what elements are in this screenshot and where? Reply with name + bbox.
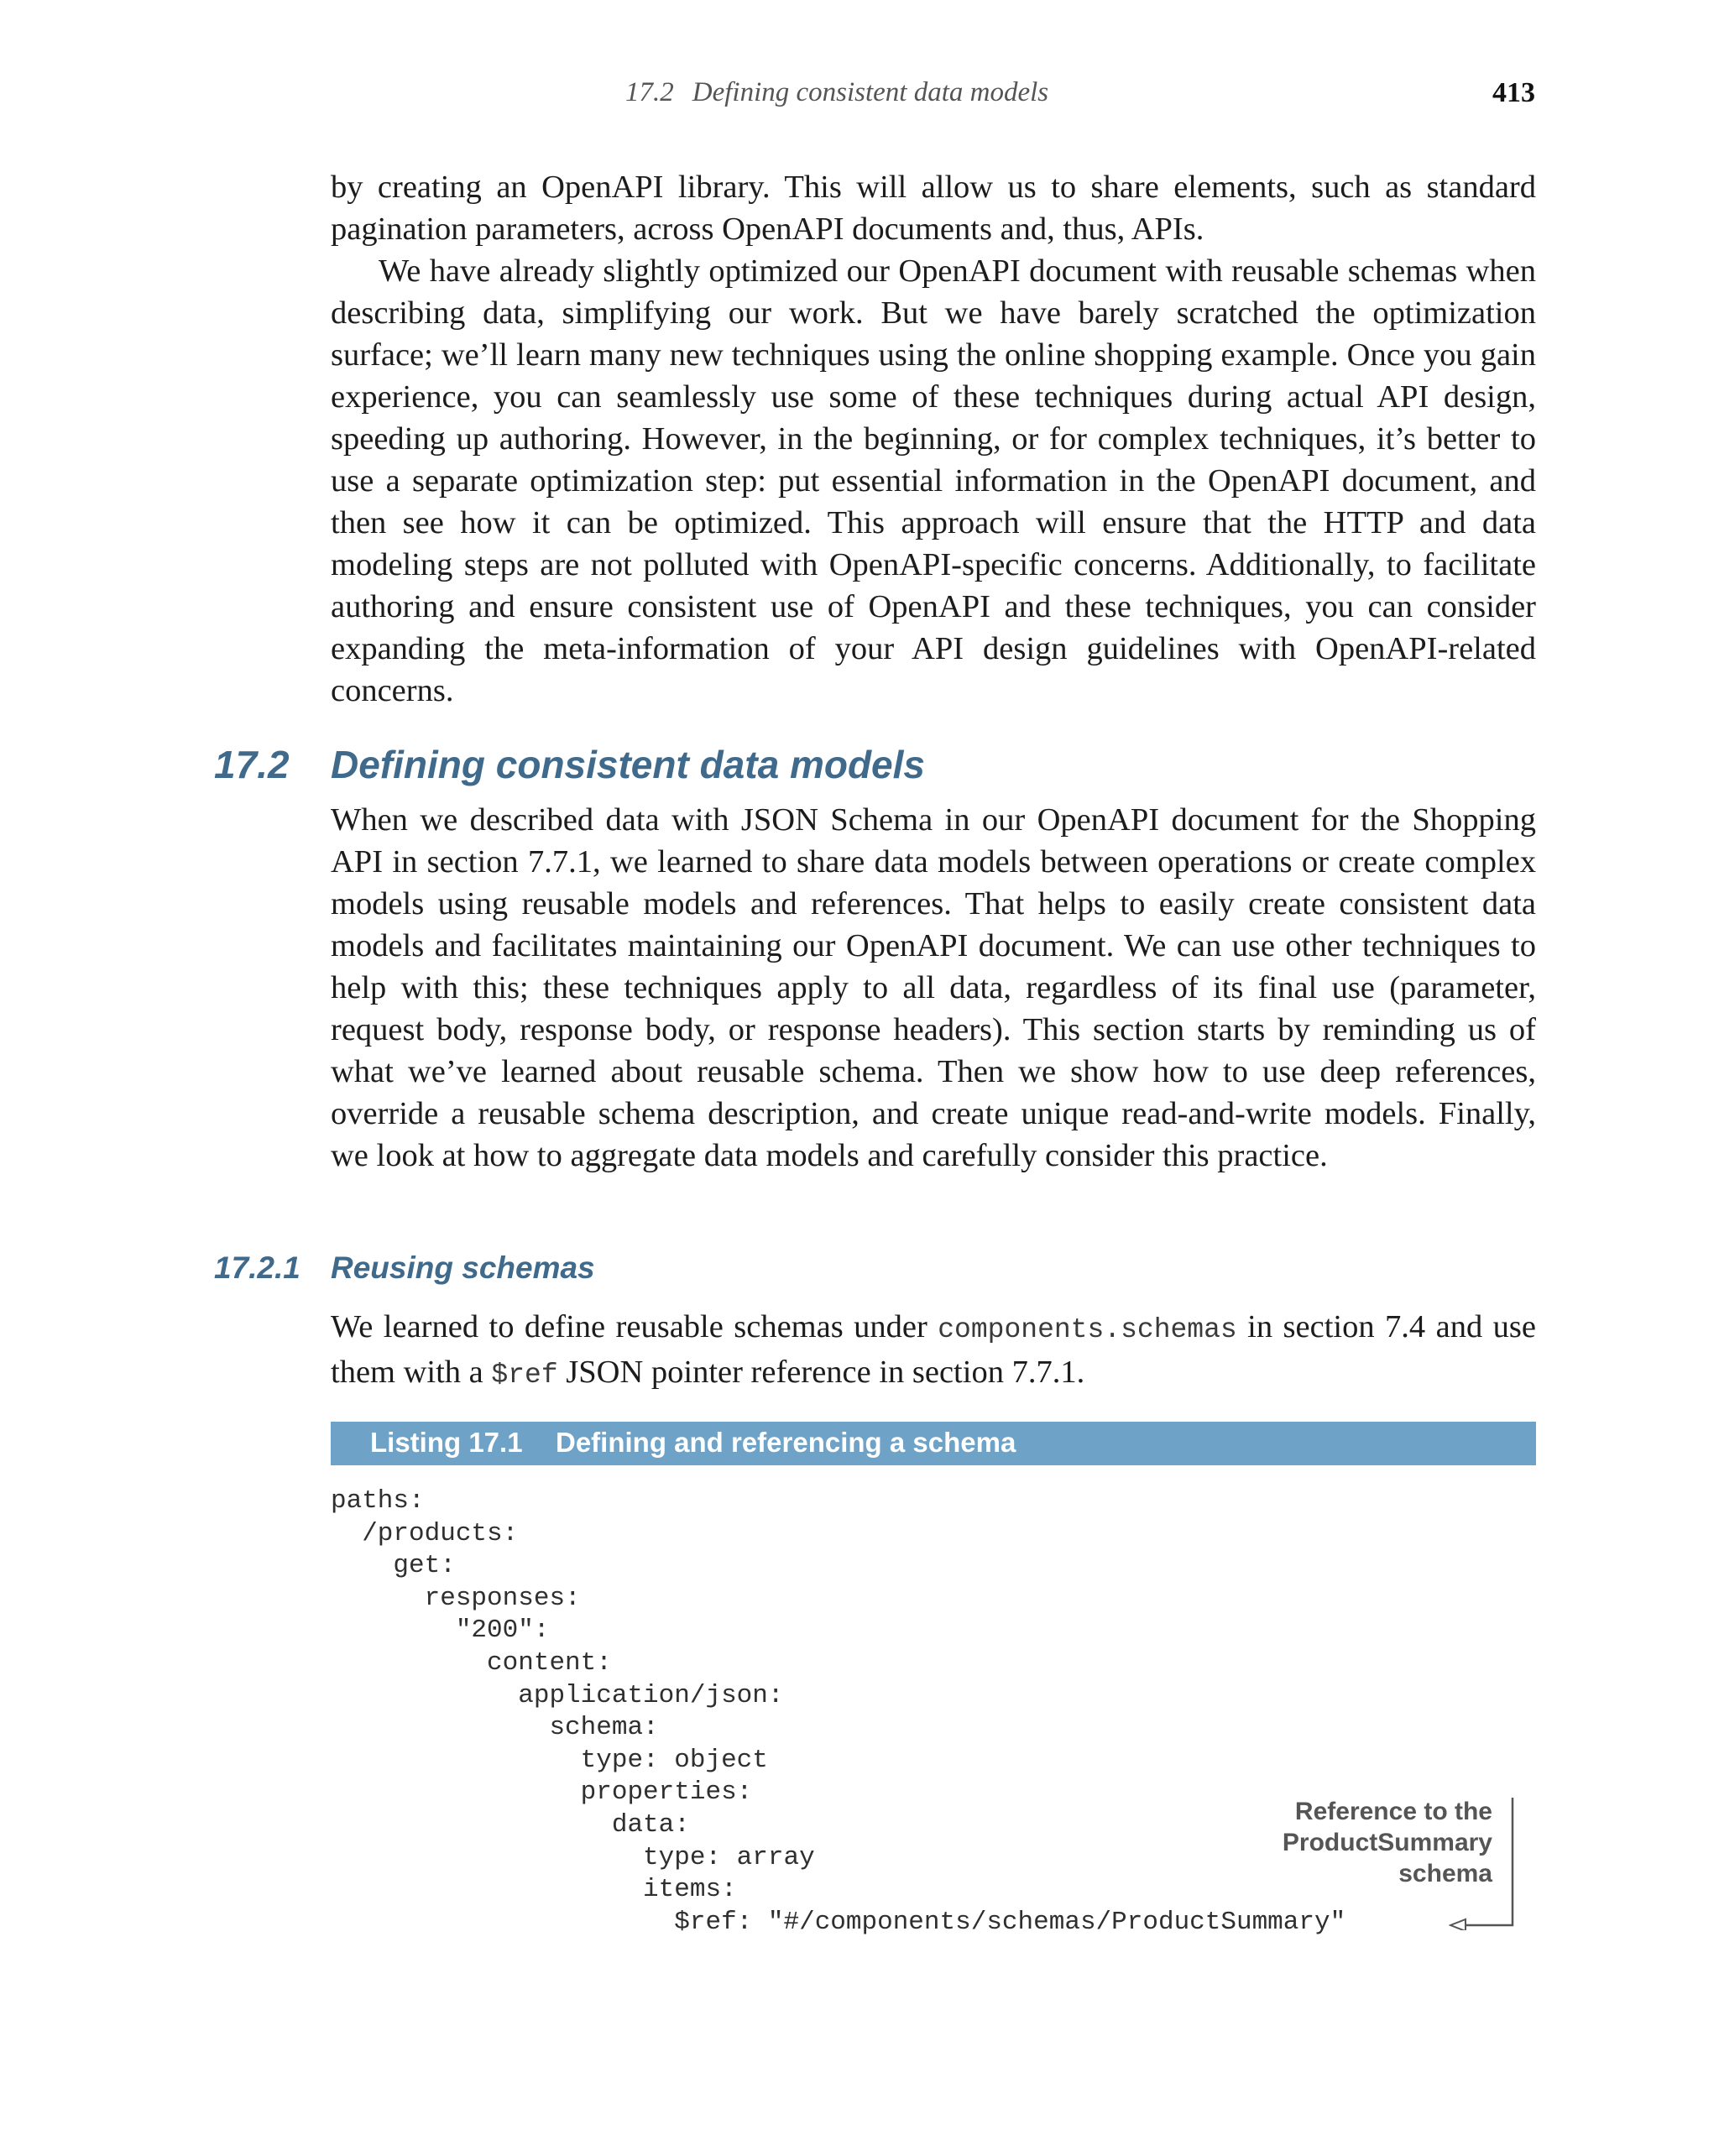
code-line: type: array	[331, 1842, 815, 1872]
code-listing	[331, 1485, 1345, 1939]
paragraph-reusing-schemas	[331, 1306, 1536, 1396]
running-head	[0, 77, 1719, 119]
code-line: /products:	[331, 1518, 519, 1548]
annotation-arrow-icon	[1449, 1796, 1516, 1930]
code-line: type: object	[331, 1745, 768, 1775]
code-line: paths:	[331, 1486, 425, 1516]
code-line: schema:	[331, 1713, 659, 1743]
running-head-section-number: 17.2	[625, 77, 674, 107]
p4-text-a: We learned to define reusable schemas under	[331, 1309, 938, 1344]
code-line: responses:	[331, 1583, 581, 1613]
section-title: Defining consistent data models	[331, 743, 925, 786]
p4-text-c: JSON pointer reference in section 7.7.1.	[557, 1355, 1085, 1390]
annotation-line: schema	[1398, 1860, 1492, 1887]
inline-code-components-schemas: components.schemas	[938, 1314, 1237, 1345]
annotation-line: ProductSummary	[1282, 1829, 1492, 1856]
page-number: 413	[1492, 77, 1535, 108]
code-line: properties:	[331, 1778, 753, 1808]
listing-number: Listing 17.1	[370, 1427, 523, 1458]
code-line: application/json:	[331, 1680, 784, 1710]
listing-title: Defining and referencing a schema	[556, 1427, 1016, 1458]
subsection-title: Reusing schemas	[331, 1250, 595, 1285]
paragraph-data-models: When we described data with JSON Schema in our OpenAPI document for the Shopping API in section 7.7.1, we learned to share data models between operations or create complex models using reusable models and references. That helps to easily create consistent data models and facilitates maintaining our OpenAPI document. We can use other techniques to help with this; these techniques apply to all data, regardless of its final use (parameter, request body, response body, or response headers). This section starts by reminding us of what we’ve learned about reusable schema. Then we show how to use deep references, override a reusable schema description, and create unique read-and-write models. Finally, we look at how to aggregate data models and carefully consider this practice.	[331, 802, 1536, 1173]
code-line: items:	[331, 1875, 737, 1905]
code-line: data:	[331, 1809, 690, 1840]
code-line: $ref: "#/components/schemas/ProductSummary"	[331, 1907, 1346, 1937]
running-head-section-title: Defining consistent data models	[692, 77, 1049, 107]
code-line: content:	[331, 1647, 612, 1678]
subsection-heading	[0, 1250, 1719, 1292]
code-line: get:	[331, 1551, 456, 1581]
code-line: "200":	[331, 1616, 550, 1646]
section-number: 17.2	[214, 743, 290, 786]
running-head-title	[625, 77, 1048, 108]
inline-code-ref: $ref	[491, 1360, 558, 1391]
p4-text-b: in section 7.4 and use them with a	[331, 1309, 1536, 1390]
paragraph-intro-continuation: by creating an OpenAPI library. This will allow us to share elements, such as standard pagination parameters, across OpenAPI documents and, thus, APIs.	[331, 170, 1536, 247]
section-heading	[0, 742, 1719, 792]
subsection-number: 17.2.1	[214, 1250, 300, 1285]
listing-caption-bar	[331, 1422, 1536, 1465]
annotation-line: Reference to the	[1294, 1798, 1492, 1825]
paragraph-optimization: We have already slightly optimized our OpenAPI document with reusable schemas when describing data, simplifying our work. But we have barely scratched the optimization surface; we’ll learn many new techniques using the online shopping example. Once you gain experience, you can seamlessly use some of these techniques during actual API design, speeding up authoring. However, in the beginning, or for complex techniques, it’s better to use a separate optimization step: put essential information in the OpenAPI document, and then see how it can be optimized. This approach will ensure that the HTTP and data modeling steps are not polluted with OpenAPI-specific concerns. Additionally, to facilitate authoring and ensure consistent use of OpenAPI and these techniques, you can consider expanding the meta-information of your API design guidelines with OpenAPI-related concerns.	[331, 253, 1536, 708]
